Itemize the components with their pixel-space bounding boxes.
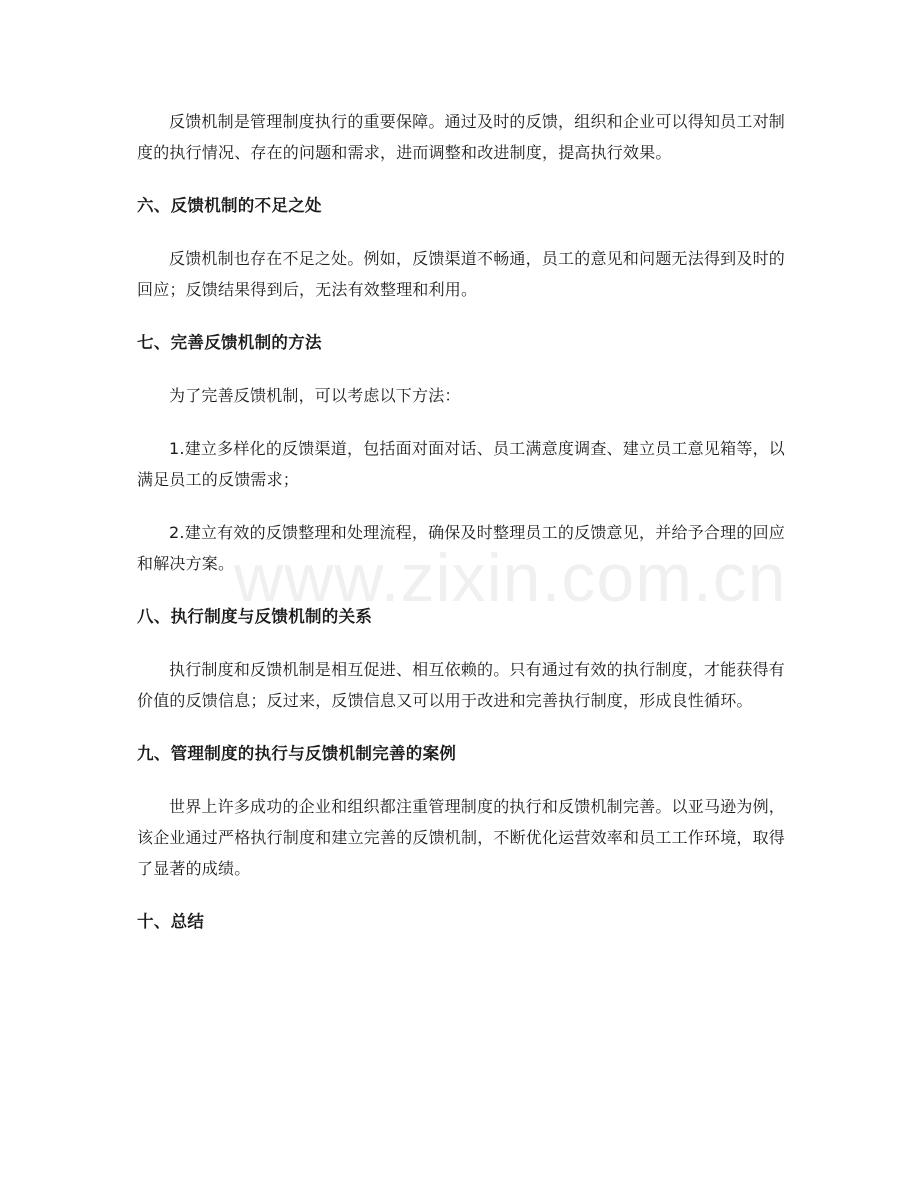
document-body bbox=[137, 106, 785, 937]
section-heading: 十、总结 bbox=[137, 912, 205, 931]
watermark-text: www.zixin.com.cn bbox=[234, 540, 787, 616]
list-item: 2.建立有效的反馈整理和处理流程，确保及时整理员工的反馈意见，并给予合理的回应和解决方案。 bbox=[137, 523, 785, 573]
section-heading: 六、反馈机制的不足之处 bbox=[137, 196, 322, 215]
section-heading: 九、管理制度的执行与反馈机制完善的案例 bbox=[137, 744, 457, 763]
section-heading: 七、完善反馈机制的方法 bbox=[137, 333, 322, 352]
body-paragraph: 世界上许多成功的企业和组织都注重管理制度的执行和反馈机制完善。以亚马逊为例，该企业通过严格执行制度和建立完善的反馈机制，不断优化运营效率和员工工作环境，取得了显著的成绩。 bbox=[137, 797, 786, 878]
section-heading: 八、执行制度与反馈机制的关系 bbox=[137, 607, 373, 626]
body-paragraph: 反馈机制是管理制度执行的重要保障。通过及时的反馈，组织和企业可以得知员工对制度的执行情况、存在的问题和需求，进而调整和改进制度，提高执行效果。 bbox=[137, 112, 785, 162]
list-item: 1.建立多样化的反馈渠道，包括面对面对话、员工满意度调查、建立员工意见箱等，以满足员工的反馈需求； bbox=[137, 439, 785, 489]
body-paragraph: 执行制度和反馈机制是相互促进、相互依赖的。只有通过有效的执行制度，才能获得有价值的反馈信息；反过来，反馈信息又可以用于改进和完善执行制度，形成良性循环。 bbox=[137, 660, 785, 710]
body-paragraph: 为了完善反馈机制，可以考虑以下方法： bbox=[169, 386, 461, 405]
body-paragraph: 反馈机制也存在不足之处。例如，反馈渠道不畅通，员工的意见和问题无法得到及时的回应；反馈结果得到后，无法有效整理和利用。 bbox=[137, 249, 785, 299]
